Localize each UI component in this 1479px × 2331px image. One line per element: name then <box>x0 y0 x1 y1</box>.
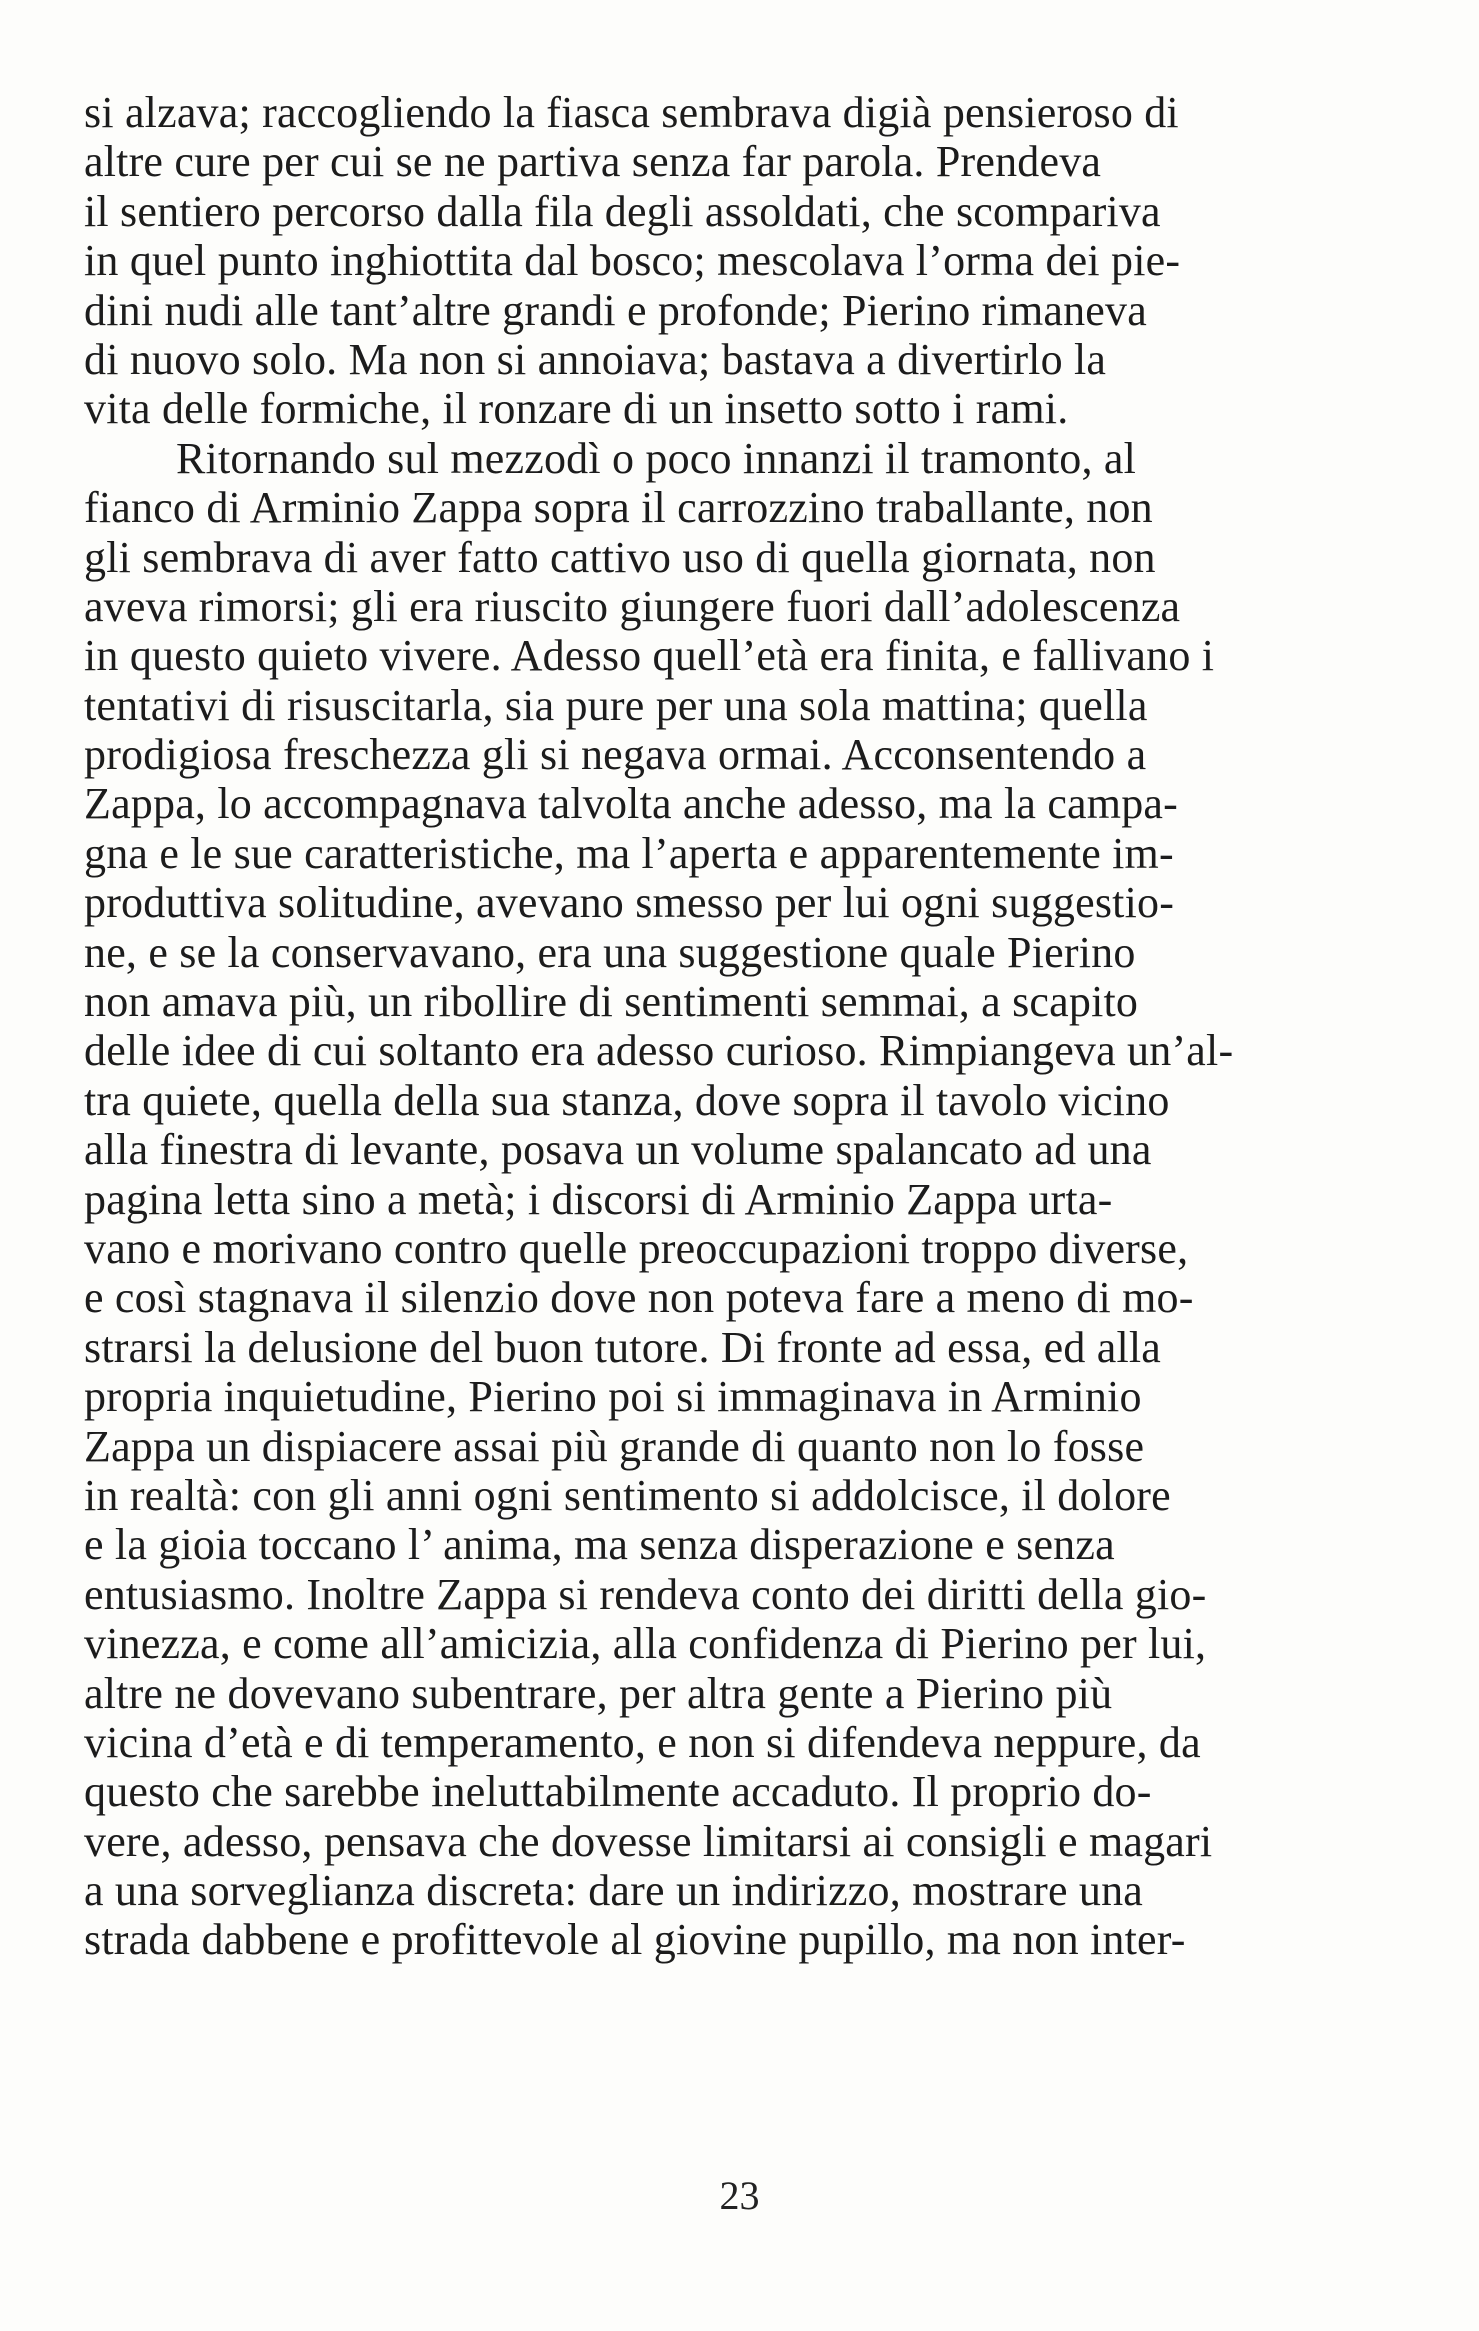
text-line: si alzava; raccogliendo la fiasca sembrava digià pensieroso di <box>84 88 1179 137</box>
text-line: altre cure per cui se ne partiva senza far parola. Prendeva <box>84 137 1102 187</box>
text-line: aveva rimorsi; gli era riuscito giungere fuori dall’adolescenza <box>84 581 1181 631</box>
text-line: vita delle formiche, il ronzare di un insetto sotto i rami. <box>84 384 1069 434</box>
text-line: produttiva solitudine, avevano smesso per lui ogni suggestio- <box>84 878 1175 928</box>
text-line: a una sorveglianza discreta: dare un indirizzo, mostrare una <box>84 1866 1143 1916</box>
text-line: strarsi la delusione del buon tutore. Di fronte ad essa, ed alla <box>84 1322 1162 1372</box>
body-text <box>84 88 1400 1965</box>
text-line: questo che sarebbe ineluttabilmente accaduto. Il proprio do- <box>84 1767 1152 1817</box>
text-line: gli sembrava di aver fatto cattivo uso di quella giornata, non <box>84 532 1156 582</box>
text-line: propria inquietudine, Pierino poi si immaginava in Arminio <box>84 1372 1142 1422</box>
text-line: strada dabbene e profittevole al giovine pupillo, ma non inter- <box>84 1915 1186 1965</box>
text-line: vinezza, e come all’amicizia, alla confidenza di Pierino per lui, <box>84 1619 1207 1669</box>
text-line: vere, adesso, pensava che dovesse limitarsi ai consigli e magari <box>84 1816 1213 1866</box>
text-line: fianco di Arminio Zappa sopra il carrozzino traballante, non <box>84 483 1153 533</box>
text-line: in realtà: con gli anni ogni sentimento si addolcisce, il dolore <box>84 1470 1171 1520</box>
text-line: ne, e se la conservavano, era una suggestione quale Pierino <box>84 927 1136 977</box>
paragraph-start-line: Ritornando sul mezzodì o poco innanzi il tramonto, al <box>176 433 1137 483</box>
text-line: entusiasmo. Inoltre Zappa si rendeva conto dei diritti della gio- <box>84 1569 1207 1619</box>
text-line: il sentiero percorso dalla fila degli assoldati, che scompariva <box>84 186 1161 236</box>
text-line: pagina letta sino a metà; i discorsi di Arminio Zappa urta- <box>84 1174 1113 1224</box>
text-line: in quel punto inghiottita dal bosco; mescolava l’orma dei pie- <box>84 236 1181 286</box>
text-line: di nuovo solo. Ma non si annoiava; bastava a divertirlo la <box>84 334 1107 384</box>
text-line: dini nudi alle tant’altre grandi e profonde; Pierino rimaneva <box>84 285 1147 335</box>
text-line: Zappa un dispiacere assai più grande di quanto non lo fosse <box>84 1421 1145 1471</box>
text-line: tentativi di risuscitarla, sia pure per una sola mattina; quella <box>84 680 1148 730</box>
text-line: vano e morivano contro quelle preoccupazioni troppo diverse, <box>84 1223 1189 1273</box>
text-line: e la gioia toccano l’ anima, ma senza disperazione e senza <box>84 1520 1115 1570</box>
text-line: Zappa, lo accompagnava talvolta anche adesso, ma la campa- <box>84 779 1178 829</box>
text-line: alla finestra di levante, posava un volume spalancato ad una <box>84 1125 1152 1175</box>
text-line: tra quiete, quella della sua stanza, dove sopra il tavolo vicino <box>84 1075 1170 1125</box>
text-line: non amava più, un ribollire di sentimenti semmai, a scapito <box>84 977 1139 1027</box>
text-line: in questo quieto vivere. Adesso quell’età era finita, e fallivano i <box>84 631 1215 681</box>
text-line: vicina d’età e di temperamento, e non si difendeva neppure, da <box>84 1717 1201 1767</box>
text-line: prodigiosa freschezza gli si negava ormai. Acconsentendo a <box>84 730 1147 780</box>
text-line: gna e le sue caratteristiche, ma l’aperta e apparentemente im- <box>84 828 1174 878</box>
page-number: 23 <box>719 2173 760 2218</box>
text-line: altre ne dovevano subentrare, per altra gente a Pierino più <box>84 1668 1113 1718</box>
text-line: e così stagnava il silenzio dove non poteva fare a meno di mo- <box>84 1273 1194 1323</box>
text-line: delle idee di cui soltanto era adesso curioso. Rimpiangeva un’al- <box>84 1026 1234 1076</box>
